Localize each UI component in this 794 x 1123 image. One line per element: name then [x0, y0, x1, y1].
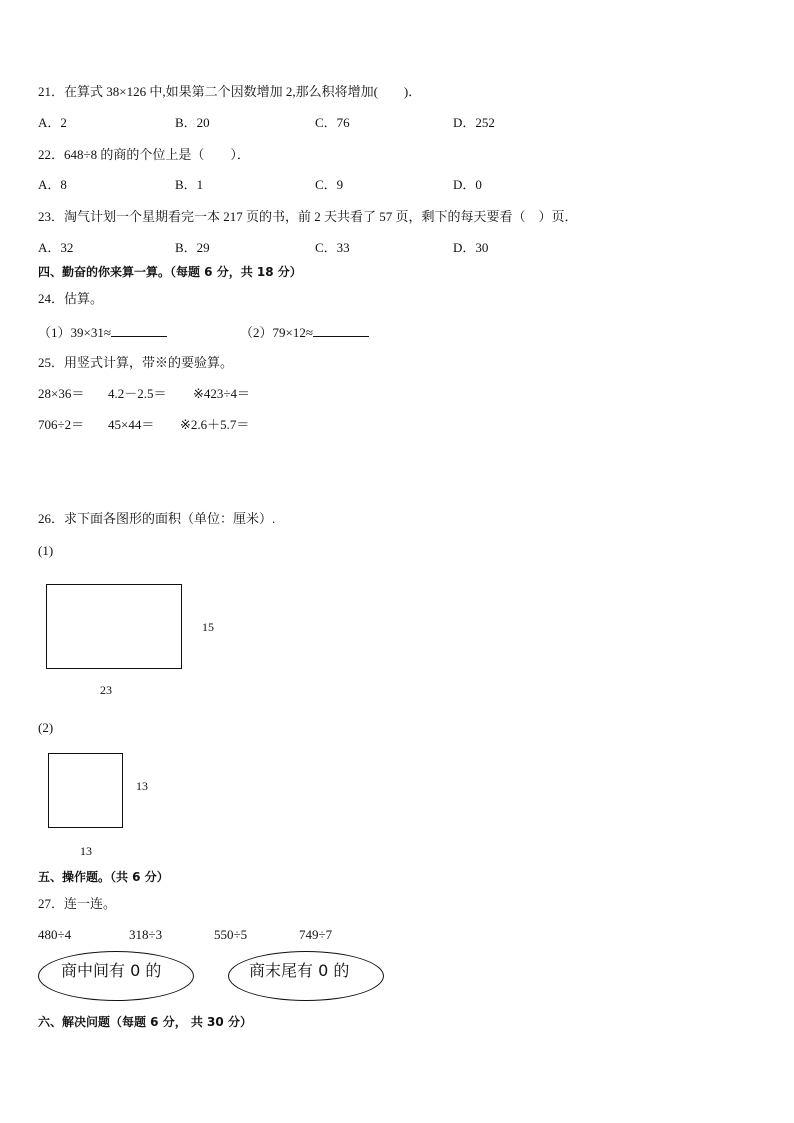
q24-item-2-text: （2）79×12≈ — [240, 325, 313, 340]
rectangle-figure — [46, 584, 182, 669]
q21-option-d: D．252 — [453, 115, 495, 130]
rectangle-width-label: 23 — [100, 683, 112, 697]
q24-stem: 24．估算。 — [38, 291, 104, 306]
q27-expression-3[interactable]: 550÷5 — [214, 927, 248, 942]
q24-item-2 — [240, 325, 369, 339]
q21-option-c: C．76 — [315, 115, 350, 130]
q27-stem: 27．连一连。 — [38, 896, 117, 911]
q26-fig1-label: (1) — [38, 543, 54, 558]
q23-stem: 23．淘气计划一个星期看完一本 217 页的书，前 2 天共看了 57 页，剩下的每天要看（ ）页． — [38, 209, 578, 224]
q25-calc-4: 706÷2＝ — [38, 417, 85, 432]
section-4-heading: 四、勤奋的你来算一算。（每题 6 分，共 18 分） — [38, 265, 302, 279]
q25-calc-2: 4.2－2.5＝ — [108, 386, 167, 401]
q25-calc-3: ※423÷4＝ — [193, 386, 251, 401]
oval-trailing-zero-label: 商末尾有 0 的 — [249, 961, 350, 980]
square-figure — [48, 753, 123, 828]
q21-stem: 21．在算式 38×126 中,如果第二个因数增加 2,那么积将增加( )． — [38, 84, 422, 99]
q26-stem: 26．求下面各图形的面积（单位：厘米）. — [38, 511, 276, 526]
q25-calc-1: 28×36＝ — [38, 386, 85, 401]
square-side-label-bottom: 13 — [80, 844, 92, 858]
q24-item-1-text: （1）39×31≈ — [38, 325, 111, 340]
q25-stem: 25．用竖式计算，带※的要验算。 — [38, 355, 234, 370]
oval-middle-zero-label: 商中间有 0 的 — [61, 961, 162, 980]
q22-option-b: B．1 — [175, 177, 204, 192]
q22-option-d: D．0 — [453, 177, 482, 192]
section-5-heading: 五、操作题。（共 6 分） — [38, 870, 169, 884]
q24-answer-blank-1[interactable] — [111, 325, 167, 337]
q22-option-c: C．9 — [315, 177, 344, 192]
square-side-label-right: 13 — [136, 779, 148, 793]
q21-option-b: B．20 — [175, 115, 210, 130]
q22-option-a: A．8 — [38, 177, 67, 192]
q23-option-a: A．32 — [38, 240, 74, 255]
q25-calc-6: ※2.6＋5.7＝ — [180, 417, 250, 432]
q21-option-a: A．2 — [38, 115, 67, 130]
q24-answer-blank-2[interactable] — [313, 325, 369, 337]
q25-calc-5: 45×44＝ — [108, 417, 155, 432]
q24-item-1 — [38, 325, 167, 339]
rectangle-height-label: 15 — [202, 620, 214, 634]
q23-option-c: C．33 — [315, 240, 350, 255]
q23-option-b: B．29 — [175, 240, 210, 255]
q27-expression-1[interactable]: 480÷4 — [38, 927, 72, 942]
section-6-heading: 六、解决问题（每题 6 分， 共 30 分） — [38, 1015, 252, 1029]
q27-expression-2[interactable]: 318÷3 — [129, 927, 163, 942]
q23-option-d: D．30 — [453, 240, 489, 255]
q26-fig2-label: (2) — [38, 720, 54, 735]
q27-expression-4[interactable]: 749÷7 — [299, 927, 333, 942]
q22-stem: 22．648÷8 的商的个位上是（ ）． — [38, 147, 250, 162]
